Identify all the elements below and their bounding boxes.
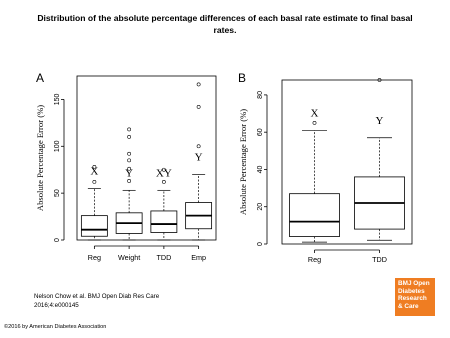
significance-letter: X <box>90 165 99 178</box>
y-axis-title: Absolute Percentage Error (%) <box>35 104 45 212</box>
citation <box>34 292 159 310</box>
box-reg <box>290 107 340 264</box>
x-tick-label: Emp <box>191 253 207 262</box>
x-tick-label: Reg <box>87 253 101 262</box>
y-tick-label: 50 <box>54 189 61 198</box>
logo-line-3: Research <box>398 295 427 303</box>
logo-line-2: Diabetes <box>398 287 425 295</box>
box-emp <box>186 83 212 262</box>
y-tick-label: 20 <box>257 202 264 211</box>
box-reg <box>81 165 107 262</box>
y-tick-label: 60 <box>257 128 264 137</box>
significance-letter: XY <box>155 167 172 180</box>
logo-line-4: & Care <box>398 302 419 310</box>
figure-title-line-1: Distribution of the absolute percentage differences of each basal rate estimate to final basal <box>37 13 413 23</box>
significance-letter: Y <box>194 151 203 164</box>
box-weight <box>116 128 142 262</box>
y-tick-label: 0 <box>54 238 61 242</box>
y-tick-label: 40 <box>257 165 264 174</box>
citation-line-1: Nelson Chow et al. BMJ Open Diab Res Care <box>34 293 160 300</box>
significance-letter: Y <box>125 167 134 180</box>
box-tdd <box>151 167 177 262</box>
box-tdd <box>355 78 405 264</box>
significance-letter: X <box>310 107 319 120</box>
y-tick-label: 0 <box>257 242 264 246</box>
copyright-notice: ©2016 by American Diabetes Association <box>4 324 107 330</box>
y-tick-label: 80 <box>257 91 264 99</box>
y-tick-label: 100 <box>54 140 61 153</box>
logo-line-1: BMJ Open <box>398 280 430 287</box>
panel-label: A <box>36 71 45 85</box>
outlier-point <box>93 180 96 183</box>
y-axis-title: Absolute Percentage Error (%) <box>238 108 248 216</box>
x-tick-label: Weight <box>118 253 141 262</box>
x-tick-label: TDD <box>156 253 172 262</box>
box-iqr <box>151 211 177 233</box>
outlier-point <box>197 83 200 86</box>
outlier-point <box>128 135 131 138</box>
panel-a <box>35 71 216 262</box>
box-iqr <box>81 216 107 237</box>
journal-logo <box>395 278 435 316</box>
outlier-point <box>197 105 200 108</box>
panel-b <box>238 71 412 264</box>
outlier-point <box>128 152 131 155</box>
x-tick-label: TDD <box>372 255 387 264</box>
outlier-point <box>197 145 200 148</box>
figure-title-line-2: rates. <box>213 25 237 35</box>
outlier-point <box>128 159 131 162</box>
panel-label: B <box>238 71 247 85</box>
outlier-point <box>162 180 165 183</box>
outlier-point <box>313 121 316 124</box>
significance-letter: Y <box>375 114 384 127</box>
outlier-point <box>128 179 131 182</box>
citation-line-2: 2016;4:e000145 <box>34 302 79 309</box>
outlier-point <box>128 128 131 131</box>
box-iqr <box>290 194 340 237</box>
x-tick-label: Reg <box>307 255 322 264</box>
y-tick-label: 150 <box>54 93 61 106</box>
